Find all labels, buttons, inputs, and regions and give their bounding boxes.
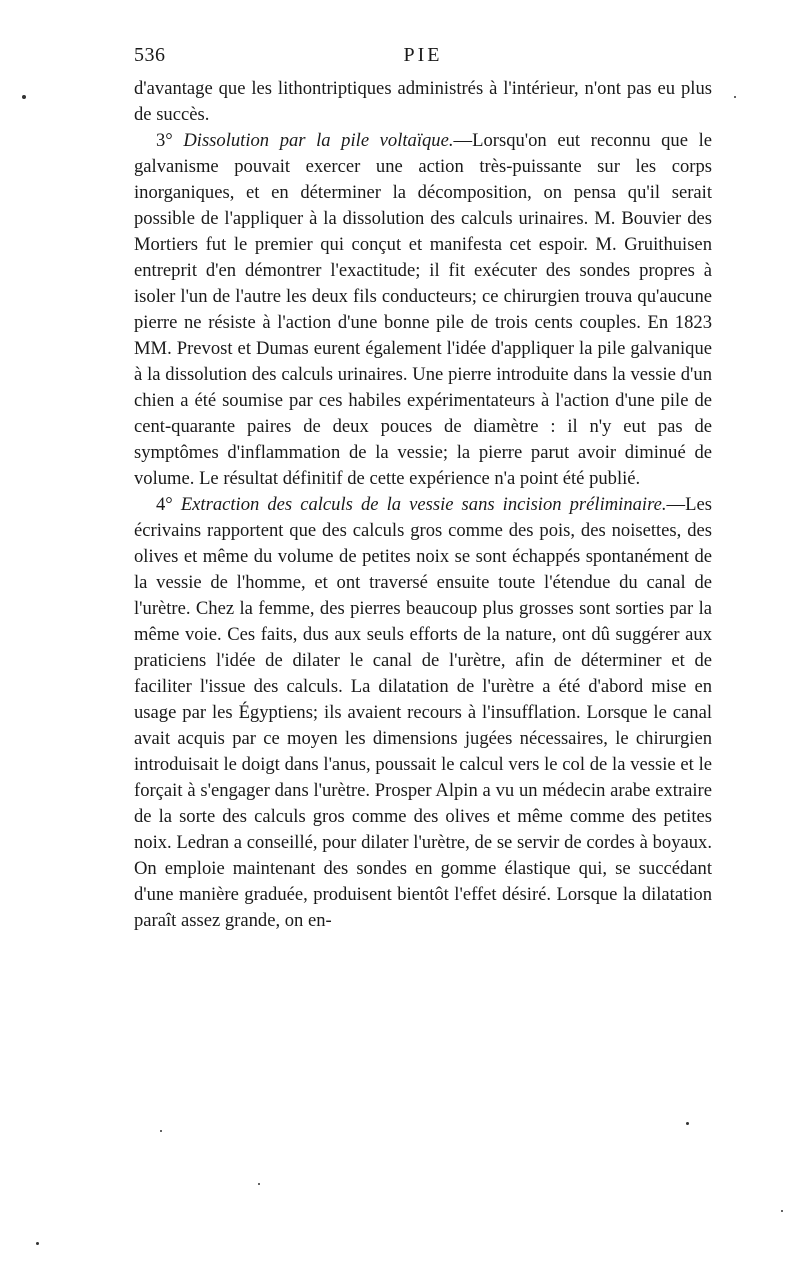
- section-4-paragraph: [134, 492, 712, 934]
- section-number: 4°: [156, 494, 181, 515]
- scan-speck: [686, 1122, 689, 1125]
- section-title: Extraction des calculs de la vessie sans incision préliminaire.: [180, 494, 667, 515]
- body-text: [134, 76, 712, 934]
- scan-speck: [36, 1242, 39, 1245]
- scan-speck: [258, 1183, 260, 1185]
- running-head: PIE: [403, 44, 443, 66]
- book-page: [134, 44, 712, 934]
- section-3-paragraph: [134, 128, 712, 492]
- section-title: Dissolution par la pile voltaïque.: [183, 130, 454, 151]
- paragraph-text: d'avantage que les lithontriptiques administrés à l'intérieur, n'ont pas eu plus de succès.: [134, 78, 712, 125]
- scan-speck: [160, 1130, 162, 1132]
- scan-speck: [22, 95, 26, 99]
- paragraph-text: —Les écrivains rapportent que des calculs gros comme des pois, des noisettes, des olives et même du volume de petites noix se sont échappés spontanément de la vessie de l'homme, et ont traversé ensuite toute l'étendue du canal de l'urètre. Chez la femme, des pierres beaucoup plus grosses sont sorties par la même voie. Ces faits, dus aux seuls efforts de la nature, ont dû suggérer aux praticiens l'idée de dilater le canal de l'urètre, afin de déterminer et de faciliter l'issue des calculs. La dilatation de l'urètre a été d'abord mise en usage par les Égyptiens; ils avaient recours à l'insufflation. Lorsque le canal avait acquis par ce moyen les dimensions jugées nécessaires, le chirurgien introduisait le doigt dans l'anus, poussait le calcul vers le col de la vessie et le forçait à s'engager dans l'urètre. Prosper Alpin a vu un médecin arabe extraire de la sorte des calculs gros comme des olives et même comme des petites noix. Ledran a conseillé, pour dilater l'urètre, de se servir de cordes à boyaux. On emploie maintenant des sondes en gomme élastique qui, se succédant d'une manière graduée, produisent bientôt l'effet désiré. Lorsque la dilatation paraît assez grande, on en-: [134, 494, 712, 931]
- page-header: [134, 44, 712, 76]
- paragraph-text: —Lorsqu'on eut reconnu que le galvanisme pouvait exercer une action très-puissante sur les corps inorganiques, et en déterminer la décomposition, on pensa qu'il serait possible de l'appliquer à la dissolution des calculs urinaires. M. Bouvier des Mortiers fut le premier qui conçut et manifesta cet espoir. M. Gruithuisen entreprit d'en démontrer l'exactitude; il fit exécuter des sondes propres à isoler l'un de l'autre les deux fils conducteurs; ce chirurgien trouva qu'aucune pierre ne résiste à l'action d'une bonne pile de trois cents couples. En 1823 MM. Prevost et Dumas eurent également l'idée d'appliquer la pile galvanique à la dissolution des calculs urinaires. Une pierre introduite dans la vessie d'un chien a été soumise par ces habiles expérimentateurs à l'action d'une pile de cent-quarante paires de deux pouces de diamètre : il n'y eut pas de symptômes d'inflammation de la vessie; la pierre parut avoir diminué de volume. Le résultat définitif de cette expérience n'a point été publié.: [134, 130, 712, 489]
- page-number: 536: [134, 44, 166, 66]
- section-number: 3°: [156, 130, 184, 151]
- paragraph-continuation: [134, 76, 712, 128]
- scan-speck: [781, 1210, 783, 1212]
- scan-speck: [734, 96, 736, 98]
